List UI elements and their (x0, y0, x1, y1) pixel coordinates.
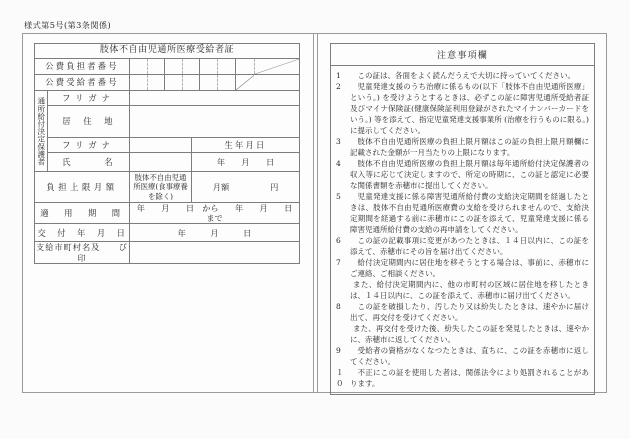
certificate-table (34, 43, 300, 264)
name-field[interactable] (130, 153, 192, 172)
note-paragraph: また、給付決定期間内に、他の市町村の区域に居住地を移したときは、１４日以内に、この証を添えて、赤穂市に届け出てください。 (350, 280, 589, 301)
burden-cap-service: 肢体不自由児通所医療(食事療養を除く) (130, 172, 192, 203)
notes-body (331, 66, 594, 394)
strike-through-line (255, 59, 299, 74)
table-row (35, 44, 300, 59)
note-number: 1 (336, 71, 341, 80)
note-item (336, 158, 589, 191)
note-paragraph: 児童発達支援に係る障害児通所給付費の支給決定期間を経過したときは、肢体不自由児通所医療費の支給を受けられませんので、支給決定期間を経過する前に赤穂市にこの証を添えて、児童発達支援に係る障害児通所給付費の支給の再申請をしてください。 (350, 192, 589, 235)
note-number: 4 (336, 159, 341, 169)
note-number: 2 (336, 82, 341, 92)
birthdate-label: 生年月日 (192, 138, 300, 153)
certificate-left-panel (34, 43, 299, 383)
notes-panel (330, 43, 595, 389)
note-item (336, 367, 589, 389)
note-paragraph: 給付決定期間内に居住地を移そうとする場合は、事前に、赤穂市にご連絡、ご相談ください。 (350, 258, 589, 279)
furigana-name-field[interactable] (130, 138, 192, 153)
residence-field[interactable] (130, 106, 300, 138)
notes-header: 注意事項欄 (331, 44, 594, 66)
note-item (336, 136, 589, 158)
form-number: 様式第5号(第3条関係) (24, 20, 112, 30)
note-number: 6 (336, 236, 341, 246)
note-paragraph: 肢体不自由児通所医療の負担上限月額は毎年通所給付決定保護者の収入等に応じて決定しますので、所定の時期に、この証と認定に必要な関係書類を赤穂市に提出してください。 (350, 159, 589, 191)
public-recipient-number-label: 公費受給者番号 (35, 75, 130, 91)
issuer-label: 支給市町村名及 び 印 (36, 242, 147, 263)
public-burden-number-boxes[interactable] (130, 59, 300, 75)
furigana-label-residence: フリガナ (48, 91, 130, 106)
table-row (35, 224, 300, 242)
table-row (35, 172, 300, 203)
certificate-title: 肢体不自由児通所医療受給者証 (35, 44, 300, 59)
table-row (35, 153, 300, 172)
note-paragraph: 児童発達支援のうち治療に係るもの(以下「肢体不自由児通所医療」という。) を受けようとするときは、必ずこの証に障害児通所受給者証及びマイナ保険証(健康保険証利用登録がされたマイナンバーカードをいう。) 等を添えて、指定児童発達支援事業所 (治療を行うものに限る。) に提示してください。 (350, 82, 589, 136)
burden-cap-label: 負担上限月額 (35, 172, 130, 203)
note-paragraph: 不正にこの証を使用した者は、関係法令により処罰されることがあります。 (350, 368, 589, 389)
table-row (35, 138, 300, 153)
public-recipient-number-boxes[interactable] (130, 75, 300, 91)
note-item (336, 81, 589, 136)
notes-list (336, 70, 589, 389)
issue-date-label: 交 付 年 月 日 (35, 224, 130, 242)
note-paragraph: この証を破損したり、汚したり又は紛失したときは、速やかに届け出て、再交付を受けてください。 (350, 302, 589, 323)
note-paragraph: この証の記載事項に変更があつたときは、１４日以内に、この証を添えて、赤穂市にその旨を届け出てください。 (350, 236, 589, 257)
table-row (35, 202, 300, 224)
furigana-label-name: フリガナ (48, 138, 130, 153)
certificate-sheet (22, 33, 607, 393)
note-item (336, 191, 589, 235)
note-paragraph: また、再交付を受けた後、紛失したこの証を発見したときは、速やかに、赤穂市に返してください。 (350, 324, 589, 345)
table-row (35, 59, 300, 75)
issuer-seal-field[interactable] (130, 242, 300, 264)
note-number: 5 (336, 192, 341, 202)
note-item (336, 345, 589, 367)
birthdate-fields[interactable]: 年 月 日 (192, 153, 300, 172)
note-paragraph: 受給者の資格がなくなつたときは、直ちに、この証を赤穂市に返してください。 (350, 346, 589, 367)
table-row (35, 91, 300, 106)
application-period-fields[interactable]: 年 月 日 から 年 月 日 まで (130, 202, 300, 224)
issue-date-fields[interactable]: 年 月 日 (130, 224, 300, 242)
note-paragraph: 肢体不自由児通所医療の負担上限月額はこの証の負担上限月額欄に記載された金額が一月当たりの上限になります。 (350, 137, 589, 158)
notes-box (330, 43, 595, 395)
application-period-label: 適 用 期 間 (35, 202, 130, 224)
furigana-residence-field[interactable] (130, 91, 300, 106)
guardian-vertical-label (35, 91, 48, 172)
note-item (336, 257, 589, 301)
note-number: 3 (336, 137, 341, 147)
table-row (35, 242, 300, 264)
table-row (35, 75, 300, 91)
name-label: 氏 名 (48, 153, 130, 172)
note-number: 9 (336, 346, 341, 356)
note-number: １０ (336, 368, 345, 389)
public-burden-number-label: 公費負担者番号 (35, 59, 130, 75)
table-row (35, 106, 300, 138)
note-number: 7 (336, 258, 341, 268)
note-item (336, 235, 589, 257)
strike-through-line-short (236, 75, 254, 90)
burden-cap-amount-field[interactable]: 月額 円 (192, 172, 300, 203)
residence-label: 居 住 地 (48, 106, 130, 138)
note-item (336, 70, 589, 81)
note-item (336, 301, 589, 345)
note-number: 8 (336, 302, 341, 312)
note-paragraph: この証は、各面をよく読んだうえで大切に持っていてください。 (357, 71, 575, 80)
guardian-vertical-text: 通所給付決定保護者 (36, 96, 46, 166)
